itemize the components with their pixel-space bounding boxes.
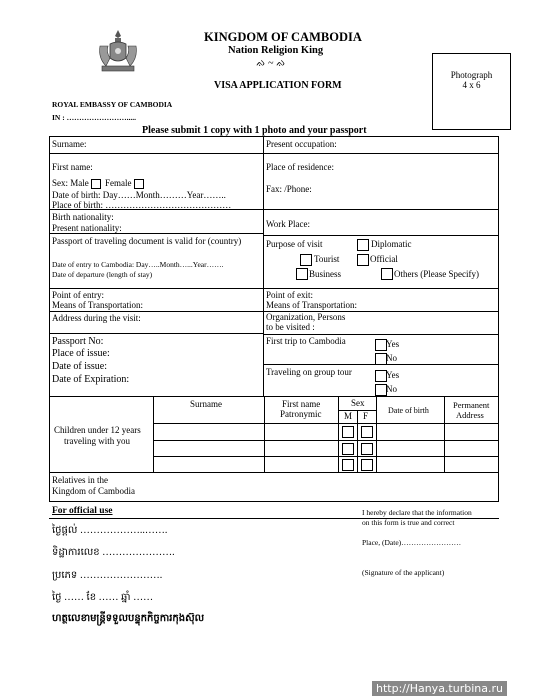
children-surname-header: Surname: [190, 399, 222, 409]
official-use-label: For official use: [52, 506, 113, 516]
means-exit-field[interactable]: Means of Transportation:: [266, 300, 357, 310]
visa-number-field[interactable]: ទិដ្ឋាការលេខ ………………….: [52, 547, 175, 558]
consular-signature-label: ហត្ថលេខាមន្ត្រីទទួលបន្ទុកកិច្ចការកុងស៊ុល: [52, 613, 205, 624]
child1-f-checkbox[interactable]: [361, 426, 373, 438]
surname-field[interactable]: Surname:: [52, 139, 87, 149]
point-exit-field[interactable]: Point of exit:: [266, 290, 313, 300]
royal-emblem-icon: [96, 28, 140, 74]
instruction: Please submit 1 copy with 1 photo and your passport: [142, 125, 367, 136]
sex-field: [52, 178, 146, 189]
motto: Nation Religion King: [228, 45, 324, 56]
female-checkbox[interactable]: [134, 179, 144, 189]
dob-field[interactable]: Date of birth: Day……Month………Year……..: [52, 190, 226, 200]
diplomatic-label: Diplomatic: [371, 239, 412, 249]
point-entry-field[interactable]: Point of entry:: [52, 290, 104, 300]
sex-male-label: Sex: Male: [52, 178, 89, 188]
pob-field[interactable]: Place of birth: ……………………………………: [52, 200, 232, 210]
residence-field[interactable]: Place of residence:: [266, 162, 334, 172]
children-m-header: M: [344, 411, 353, 421]
group-tour-yes-label: Yes: [386, 370, 400, 380]
tourist-label: Tourist: [314, 254, 340, 264]
business-checkbox[interactable]: [296, 268, 308, 280]
child2-m-checkbox[interactable]: [342, 443, 354, 455]
birth-nationality-field[interactable]: Birth nationality:: [52, 212, 114, 222]
present-nationality-field[interactable]: Present nationality:: [52, 223, 122, 233]
children-f-header: F: [363, 411, 369, 421]
official-label: Official: [370, 254, 398, 264]
embassy-label: ROYAL EMBASSY OF CAMBODIA: [52, 100, 173, 109]
first-trip-no-label: No: [386, 353, 397, 363]
place-date-field[interactable]: Place, (Date)……………………: [362, 538, 462, 547]
purpose-label: Purpose of visit: [266, 239, 323, 249]
children-patronymic-header: Patronymic: [280, 409, 322, 419]
children-sex-header: Sex: [351, 398, 365, 408]
declaration-line1: I hereby declare that the information: [362, 508, 472, 517]
others-checkbox[interactable]: [381, 268, 393, 280]
date-entry-field[interactable]: Date of entry to Cambodia: Day…..Month…...Year…….: [52, 260, 224, 269]
work-place-field[interactable]: Work Place:: [266, 219, 311, 229]
group-tour-no-label: No: [386, 384, 397, 394]
male-checkbox[interactable]: [91, 179, 101, 189]
watermark: http://Hanya.turbina.ru: [372, 681, 507, 696]
relatives-label[interactable]: Relatives in the: [52, 475, 108, 485]
date-issue-field[interactable]: Date of issue:: [52, 361, 107, 372]
official-checkbox[interactable]: [357, 254, 369, 266]
photo-size: 4 x 6: [462, 80, 481, 90]
occupation-field[interactable]: Present occupation:: [266, 139, 337, 149]
diplomatic-checkbox[interactable]: [357, 239, 369, 251]
declaration-line2: on this form is true and correct: [362, 518, 455, 527]
applicant-signature[interactable]: (Signature of the applicant): [362, 568, 445, 577]
organization-field-2: to be visited :: [266, 322, 315, 332]
organization-field[interactable]: Organization, Persons: [266, 312, 346, 322]
photo-label: Photograph: [450, 70, 493, 80]
child2-f-checkbox[interactable]: [361, 443, 373, 455]
children-dob-header: Date of birth: [388, 406, 429, 415]
means-entry-field[interactable]: Means of Transportation:: [52, 300, 143, 310]
first-trip-label: First trip to Cambodia: [266, 336, 346, 346]
child3-f-checkbox[interactable]: [361, 459, 373, 471]
photo-box: [432, 53, 511, 130]
passport-valid-field[interactable]: Passport of traveling document is valid for (country): [52, 236, 242, 246]
relatives-label-2: Kingdom of Cambodia: [52, 486, 135, 496]
visa-type-field[interactable]: ប្រភេទ …………………….: [52, 570, 163, 581]
tourist-checkbox[interactable]: [300, 254, 312, 266]
children-permanent-header: Permanent: [453, 400, 490, 410]
children-label: Children under 12 years: [54, 425, 141, 435]
child1-m-checkbox[interactable]: [342, 426, 354, 438]
address-field[interactable]: Address during the visit:: [52, 313, 141, 323]
business-label: Business: [309, 269, 342, 279]
in-field[interactable]: IN : …………………….....: [52, 113, 136, 122]
children-label-2: traveling with you: [64, 436, 130, 446]
place-issue-field[interactable]: Place of issue:: [52, 348, 110, 359]
issue-date-field[interactable]: ថ្ងៃផ្តល់ ………………..…….: [52, 525, 168, 536]
female-label: Female: [105, 178, 132, 188]
fax-phone-field[interactable]: Fax: /Phone:: [266, 184, 312, 194]
ornament: ᨁ ~ ᨁ: [256, 58, 286, 69]
first-name-field[interactable]: First name:: [52, 162, 93, 172]
passport-no-field[interactable]: Passport No:: [52, 336, 104, 347]
country-title: KINGDOM OF CAMBODIA: [204, 30, 362, 44]
day-month-year-field[interactable]: ថ្ងៃ …… ខែ …… ឆ្នាំ ……: [52, 592, 154, 603]
first-trip-yes-label: Yes: [386, 339, 400, 349]
others-label: Others (Please Specify): [394, 269, 479, 279]
children-firstname-header: First name: [282, 399, 321, 409]
date-departure-field[interactable]: Date of departure (length of stay): [52, 270, 153, 279]
children-address-header: Address: [456, 410, 484, 420]
form-title: VISA APPLICATION FORM: [214, 80, 342, 91]
child3-m-checkbox[interactable]: [342, 459, 354, 471]
group-tour-label: Traveling on group tour: [266, 367, 352, 377]
date-expiration-field[interactable]: Date of Expiration:: [52, 374, 130, 385]
